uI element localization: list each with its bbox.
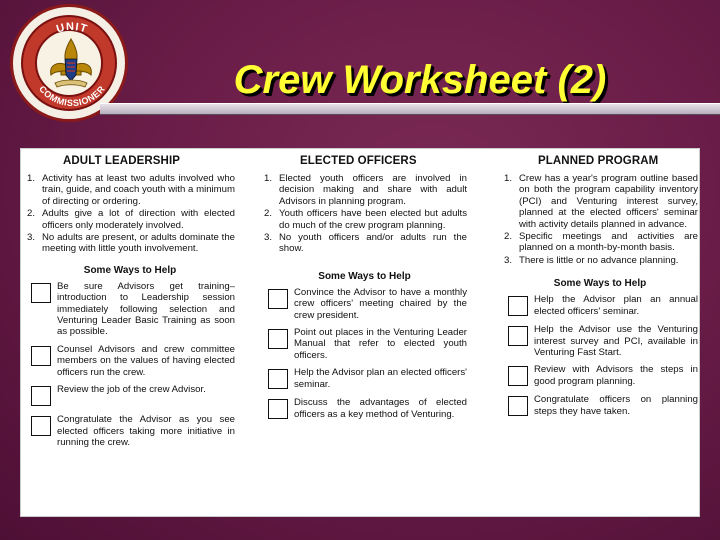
item-number: 3. bbox=[27, 232, 36, 244]
help-text: Congratulate officers on planning steps they have taken. bbox=[534, 394, 698, 417]
item-text: No youth officers and/or adults run the show. bbox=[279, 232, 467, 255]
item-text: Specific meetings and activities are planned on a month-by-month basis. bbox=[519, 231, 698, 254]
checkbox[interactable] bbox=[268, 289, 288, 309]
checkbox[interactable] bbox=[31, 346, 51, 366]
column-elected-officers bbox=[262, 155, 467, 427]
help-item bbox=[502, 394, 698, 418]
title-divider-bar bbox=[100, 103, 720, 115]
help-item bbox=[502, 294, 698, 318]
help-item bbox=[262, 397, 467, 421]
item-text: Adults give a lot of direction with elected officers only moderately involved. bbox=[42, 208, 235, 231]
help-item bbox=[25, 414, 235, 448]
ways-to-help-heading: Some Ways to Help bbox=[553, 278, 647, 290]
checkbox[interactable] bbox=[31, 386, 51, 406]
ways-to-help-heading: Some Ways to Help bbox=[83, 264, 177, 276]
item-text: Elected youth officers are involved in decision making and share with adult Advisors in planning program. bbox=[279, 173, 467, 207]
help-text: Help the Advisor plan an annual elected officers' seminar. bbox=[534, 294, 698, 317]
help-item bbox=[502, 324, 698, 358]
item-text: Activity has at least two adults involved who train, guide, and coach youth with a minimum of directing or ordering. bbox=[42, 173, 235, 207]
checkbox[interactable] bbox=[508, 296, 528, 316]
column-heading: ADULT LEADERSHIP bbox=[63, 155, 181, 167]
item-number: 2. bbox=[27, 208, 36, 220]
help-item bbox=[262, 327, 467, 361]
help-text: Counsel Advisors and crew committee members on the values of having elected officers run the crew. bbox=[57, 343, 235, 378]
column-heading: PLANNED PROGRAM bbox=[538, 155, 659, 167]
svg-text:COMMISSIONER: COMMISSIONER bbox=[37, 83, 107, 109]
help-item bbox=[502, 364, 698, 388]
item-number: 1. bbox=[264, 173, 273, 184]
criteria-item bbox=[262, 208, 467, 231]
worksheet-page bbox=[20, 148, 700, 517]
checkbox[interactable] bbox=[268, 369, 288, 389]
item-number: 3. bbox=[264, 232, 273, 244]
criteria-list bbox=[25, 173, 235, 255]
help-text: Review the job of the crew Advisor. bbox=[57, 384, 206, 396]
help-text: Review with Advisors the steps in good program planning. bbox=[534, 364, 698, 387]
criteria-item bbox=[262, 173, 467, 207]
criteria-list bbox=[502, 173, 698, 266]
column-heading: ELECTED OFFICERS bbox=[300, 155, 417, 167]
item-number: 3. bbox=[504, 254, 513, 266]
help-text: Point out places in the Venturing Leader Manual that refer to elected youth officers. bbox=[294, 327, 467, 361]
item-text: Crew has a year's program outline based on both the program capability inventory (PCI) and Venturing interest survey, planned at the elected officers' seminar with activity details planned in advance. bbox=[519, 173, 698, 230]
help-text: Help the Advisor use the Venturing interest survey and PCI, available in Venturing Fast Start. bbox=[534, 324, 698, 359]
criteria-item bbox=[502, 255, 698, 266]
criteria-item bbox=[502, 231, 698, 254]
slide-title: Crew Worksheet (2) bbox=[233, 58, 607, 102]
checkbox[interactable] bbox=[31, 283, 51, 303]
help-item bbox=[262, 287, 467, 321]
criteria-item bbox=[25, 232, 235, 255]
item-number: 2. bbox=[264, 208, 273, 220]
help-item bbox=[25, 281, 235, 338]
checkbox[interactable] bbox=[508, 326, 528, 346]
criteria-item bbox=[25, 173, 235, 207]
item-text: Youth officers have been elected but adults do much of the crew program planning. bbox=[279, 208, 467, 231]
item-number: 2. bbox=[504, 231, 513, 243]
help-text: Convince the Advisor to have a monthly crew officers' meeting chaired by the crew president. bbox=[294, 286, 467, 321]
help-item bbox=[262, 367, 467, 391]
checkbox[interactable] bbox=[268, 399, 288, 419]
help-text: Congratulate the Advisor as you see elected officers taking more initiative in running the crew. bbox=[57, 414, 235, 448]
item-text: There is little or no advance planning. bbox=[519, 254, 679, 266]
svg-text:UNIT: UNIT bbox=[55, 20, 90, 36]
checkbox[interactable] bbox=[508, 396, 528, 416]
item-text: No adults are present, or adults dominate the meeting with little youth involvement. bbox=[42, 232, 235, 255]
item-number: 1. bbox=[27, 173, 36, 184]
help-text: Discuss the advantages of elected officers as a key method of Venturing. bbox=[294, 397, 467, 420]
criteria-list bbox=[262, 173, 467, 255]
criteria-item bbox=[262, 232, 467, 255]
help-item bbox=[25, 344, 235, 378]
fleur-de-lis-eagle-icon bbox=[43, 35, 99, 93]
ways-to-help-heading: Some Ways to Help bbox=[318, 270, 411, 282]
criteria-item bbox=[502, 173, 698, 230]
help-text: Be sure Advisors get training– introduction to Leadership session immediately following selection and Venturing Leader Basic Training as soon as possible. bbox=[57, 280, 235, 338]
item-number: 1. bbox=[504, 173, 513, 184]
column-planned-program bbox=[502, 155, 698, 424]
checkbox[interactable] bbox=[31, 416, 51, 436]
column-adult-leadership bbox=[25, 155, 235, 454]
checkbox[interactable] bbox=[268, 329, 288, 349]
criteria-item bbox=[25, 208, 235, 231]
help-text: Help the Advisor plan an elected officers' seminar. bbox=[294, 367, 467, 390]
help-item bbox=[25, 384, 235, 408]
checkbox[interactable] bbox=[508, 366, 528, 386]
